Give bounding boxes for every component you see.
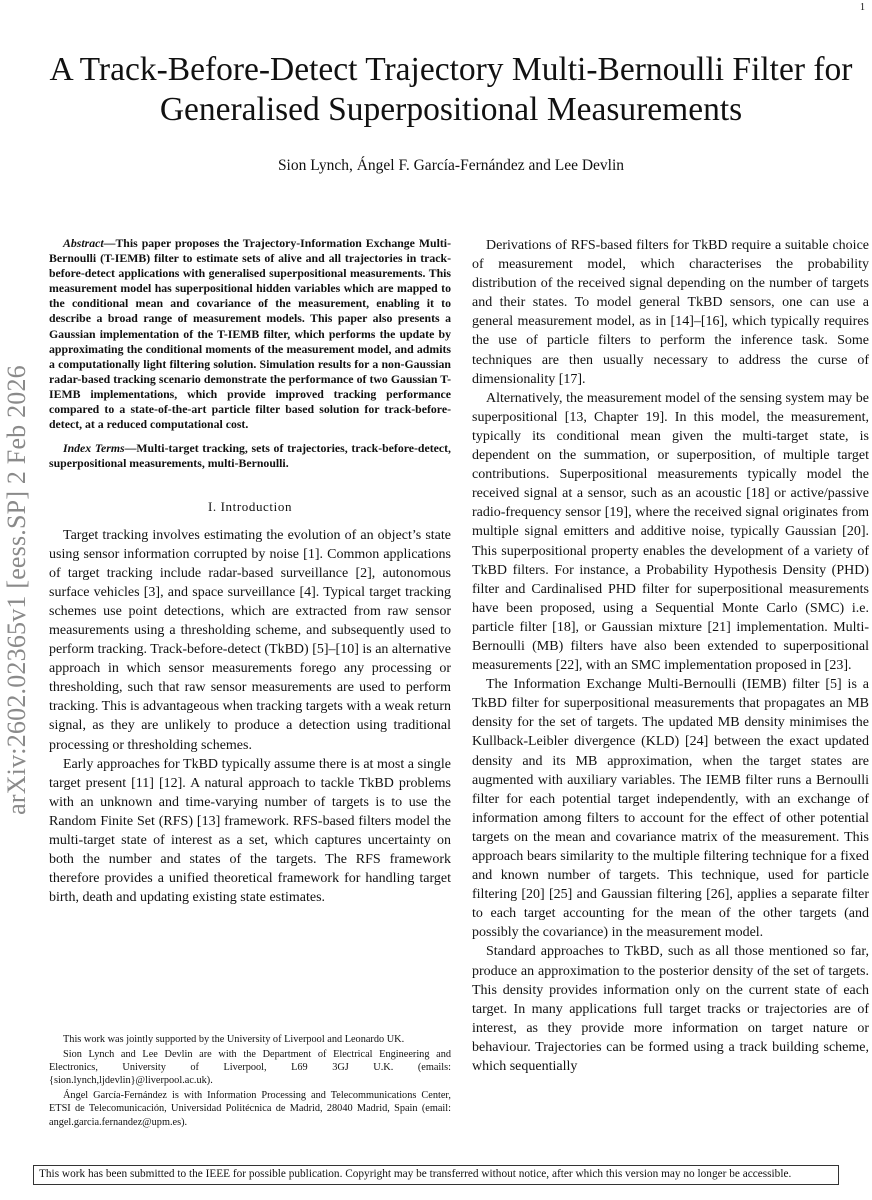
abstract-label: Abstract <box>63 236 104 250</box>
right-column <box>472 236 869 1076</box>
arxiv-stamp-text: arXiv:2602.02365v1 [eess.SP] 2 Feb 2026 <box>2 365 31 815</box>
footnote: Sion Lynch and Lee Devlin are with the Department of Electrical Engineering and Electronics, University of Liverpool, L69 3GJ U.K. (emails: {sion.lynch,ljdevlin}@liverpool.ac.uk). <box>49 1049 451 1087</box>
body-paragraph: Standard approaches to TkBD, such as all those mentioned so far, produce an approximation to the posterior density of the set of targets. This density provides information only on the current state of each target. In many applications full target tracks or trajectories are of interest, as they provide more information on target nature or behaviour. Trajectories can be formed using a track building scheme, which sequentially <box>472 944 869 1075</box>
index-terms <box>49 441 451 471</box>
body-paragraph: Derivations of RFS-based filters for TkBD require a suitable choice of measurement model, which characterises the probability distribution of the received signal depending on the number of targets and their states. To model general TkBD sensors, one can use a general measurement model, as in [14]–[16], which typically requires the use of particle filters to perform the inference task. Some techniques are then usually necessary to address the curse of dimensionality [17]. <box>472 238 869 387</box>
submission-notice: This work has been submitted to the IEEE for possible publication. Copyright may be transferred without notice, after which this version may no longer be accessible. <box>33 1165 839 1185</box>
body-paragraph: Target tracking involves estimating the evolution of an object’s state using sensor information corrupted by noise [1]. Common applications of target tracking include radar-based surveillance [2], autonomous surface vehicles [3], and space surveillance [4]. Typical target tracking schemes use point detections, which are extracted from raw sensor measurements using a thresholding scheme, and subsequently used to perform tracking. Track-before-detect (TkBD) [5]–[10] is an alternative approach in which sensor measurements forego any processing or thresholding, such that raw sensor measurements are used to perform tracking. This is advantageous when tracking targets with a weak return signal, as they are unlikely to produce a detection using traditional processing or thresholding schemes. <box>49 527 451 753</box>
index-terms-dash: — <box>124 441 137 456</box>
index-terms-label: Index Terms <box>63 441 125 456</box>
abstract-text: This paper proposes the Trajectory-Information Exchange Multi-Bernoulli (T-IEMB) filter to estimate sets of alive and all trajectories in track-before-detect applications with generalised superpositional measurements. This measurement model has superpositional hidden variables which are mapped to the conditional mean and covariance of the measurement, enabling it to describe a broad range of measurement models. This paper also presents a Gaussian implementation of the T-IEMB filter, which performs the update by approximating the conditional moments of the measurement model, and admits a computationally light filtering solution. Simulation results for a non-Gaussian radar-based tracking scenario demonstrate the performance of two Gaussian T-IEMB implementations, which provide improved tracking performance compared to a state-of-the-art particle filter based solution for track-before-detect, at a reduced computational cost. <box>49 236 451 432</box>
arxiv-stamp <box>0 300 34 880</box>
body-paragraph: Early approaches for TkBD typically assume there is at most a single target present [11] [12]. A natural approach to tackle TkBD problems with an unknown and time-varying number of targets is to use the Random Finite Set (RFS) [13] framework. RFS-based filters model the multi-target state of interest as a set, which captures uncertainty on both the number and states of the targets. The RFS framework therefore provides a unified theoretical framework for handling target birth, death and updating existing state estimates. <box>49 756 451 906</box>
left-column <box>49 236 451 907</box>
body-paragraph: The Information Exchange Multi-Bernoulli (IEMB) filter [5] is a TkBD filter for superpositional measurements that propagates an MB density for the set of targets. The updated MB density minimises the Kullback-Leibler divergence (KLD) [24] between the exact updated density and its MB approximation, when the target states are augmented with auxiliary variables. The IEMB filter runs a Bernoulli filter for each potential target independently, with an exchange of information among filters to account for the effect of other potential targets on the mean and covariance matrix of the measurement. This approach bears similarity to the multiple filtering technique for a fixed and known number of targets. This technique, used for particle filtering [20] [25] and Gaussian filtering [26], applies a separate filter to each target accounting for the mean of the other targets (and possibly the covariance) in the measurement model. <box>472 677 869 941</box>
footnote: This work was jointly supported by the University of Liverpool and Leonardo UK. <box>63 1034 405 1045</box>
author-list: Sion Lynch, Ángel F. García-Fernández and Lee Devlin <box>277 157 625 174</box>
body-paragraph: Alternatively, the measurement model of the sensing system may be superpositional [13, Chapter 19]. In this model, the measurement, typically its conditional mean given the multi-target state, is dependent on the summation, or superposition, of multiple target contributions. Superpositional measurements typically model the received signal at a sensor, such as an acoustic [18] or active/passive radio-frequency sensor [19], where the received signal originates from multiple signal emitters and additive noise, typically Gaussian [20]. This superpositional property enables the development of a variety of TkBD filters. For instance, a Probability Hypothesis Density (PHD) filter and Cardinalised PHD filter for superpositional measurements have been proposed, using a Sequential Monte Carlo (SMC) i.e. particle filter [18], or Gaussian mixture [21] implementation. Multi-Bernoulli (MB) filters have also been extended to superpositional measurements [22], with an SMC implementation proposed in [23]. <box>472 390 869 674</box>
footnote: Ángel García-Fernández is with Information Processing and Telecommunications Center, ETSI de Telecomunicación, Universidad Politécnica de Madrid, 28040 Madrid, Spain (email: angel.garcia.fernandez@upm.es). <box>49 1090 451 1128</box>
footnotes <box>49 1033 451 1131</box>
section-heading-introduction: I. Introduction <box>207 499 293 515</box>
paper-title: A Track-Before-Detect Trajectory Multi-Bernoulli Filter for Generalised Superpositional Measurements <box>49 51 853 128</box>
page-number: 1 <box>860 2 865 13</box>
abstract-dash: — <box>103 236 116 250</box>
index-terms-text: Multi-target tracking, sets of trajectories, track-before-detect, superpositional measurements, multi-Bernoulli. <box>49 441 452 471</box>
abstract <box>49 236 451 432</box>
